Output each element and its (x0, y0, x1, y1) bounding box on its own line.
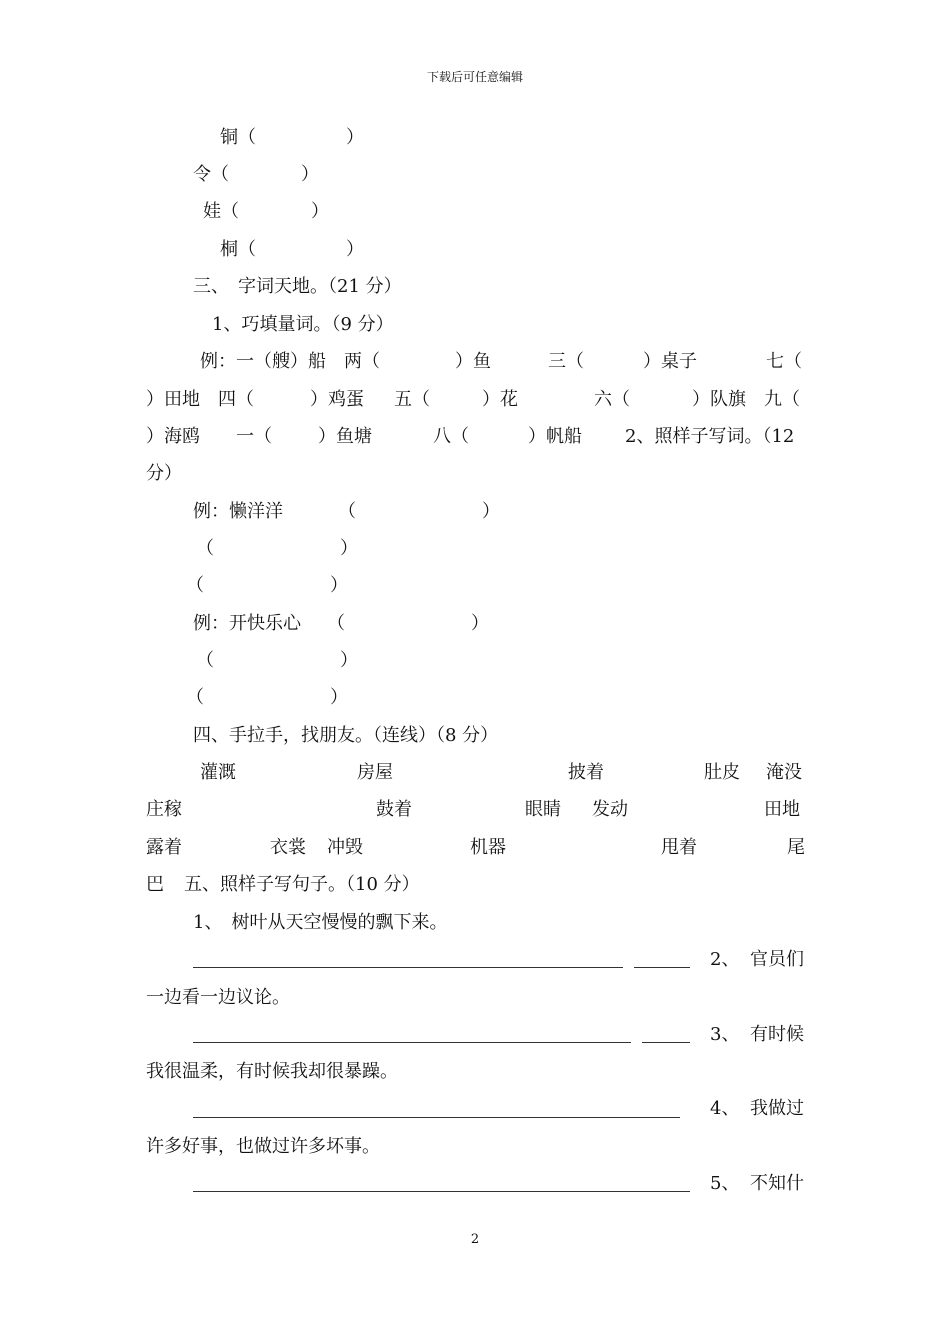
sentence-4-start: 我做过 (750, 1098, 804, 1119)
q1-row1-a: 例：一（艘）船 两（ (200, 351, 380, 372)
match-word: 鼓着 (376, 799, 412, 820)
match-word: 衣裳 (270, 837, 306, 858)
answer-line (193, 1191, 690, 1192)
page-header: 下载后可任意编辑 (426, 70, 523, 84)
match-word: 房屋 (357, 762, 393, 783)
section4-title: 四、手拉手，找朋友。（连线）（8 分） (193, 725, 499, 746)
sentence-5-start: 不知什 (750, 1173, 804, 1194)
q1-row1-e: 七（ (766, 351, 802, 372)
match-word: 庄稼 (146, 799, 182, 820)
q2-title-cont: 分） (146, 463, 182, 484)
match-word: 发动 (592, 799, 628, 820)
q1-row2-e: 六（ (594, 389, 630, 410)
q2-example2: 例：开快乐心 (193, 613, 301, 634)
char-item-wa: 娃（ ） (203, 201, 329, 222)
match-word: 眼睛 (525, 799, 561, 820)
match-word: 披着 (568, 762, 604, 783)
q2-answer-1: （ ） (196, 538, 358, 559)
q2-answer-4: （ ） (186, 687, 348, 708)
q1-row2-f: ）队旗 九（ (692, 389, 800, 410)
q1-row1-b: ）鱼 (455, 351, 491, 372)
answer-line (193, 1042, 631, 1043)
char-item-tong2: 桐（ ） (220, 239, 364, 260)
match-word: 冲毁 (327, 837, 363, 858)
sentence-2-rest: 一边看一边议论。 (146, 987, 290, 1008)
q1-row2-a: ）田地 四（ (146, 389, 254, 410)
section3-title: 三、 字词天地。（21 分） (193, 276, 402, 297)
match-word: 甩着 (661, 837, 697, 858)
q2-title: 2、照样子写词。（12 (625, 426, 795, 447)
answer-line (634, 967, 690, 968)
q2-example1-paren: （ ） (338, 501, 500, 522)
sentence-3-number: 3、 (710, 1024, 740, 1045)
q1-row2-b: ）鸡蛋 (310, 389, 364, 410)
char-item-ling: 令（ ） (193, 164, 319, 185)
q1-row2-c: 五（ (394, 389, 430, 410)
q1-row3-a: ）海鸥 一（ (146, 426, 272, 447)
sentence-1: 1、 树叶从天空慢慢的飘下来。 (193, 912, 448, 933)
q2-answer-2: （ ） (186, 575, 348, 596)
q1-title: 1、巧填量词。（9 分） (212, 314, 394, 335)
q2-example1: 例：懒洋洋 (193, 501, 283, 522)
q2-example2-paren: （ ） (327, 613, 489, 634)
answer-line (642, 1042, 690, 1043)
match-word: 机器 (470, 837, 506, 858)
q1-row3-c: 八（ (433, 426, 469, 447)
match-word: 尾 (787, 837, 805, 858)
sentence-3-rest: 我很温柔，有时候我却很暴躁。 (146, 1061, 398, 1082)
q2-answer-3: （ ） (196, 650, 358, 671)
page-number: 2 (470, 1232, 480, 1247)
answer-line (193, 1117, 680, 1118)
q1-row1-d: ）桌子 (643, 351, 697, 372)
sentence-2-number: 2、 (710, 949, 740, 970)
char-item-tong: 铜（ ） (220, 127, 364, 148)
q1-row1-c: 三（ (548, 351, 584, 372)
q1-row3-d: ）帆船 (528, 426, 582, 447)
answer-line (193, 967, 623, 968)
section5-title: 五、照样子写句子。（10 分） (184, 874, 420, 895)
q1-row3-b: ）鱼塘 (318, 426, 372, 447)
match-word: 淹没 (766, 762, 802, 783)
sentence-2-start: 官员们 (750, 949, 804, 970)
sentence-3-start: 有时候 (750, 1024, 804, 1045)
match-word: 肚皮 (704, 762, 740, 783)
match-word: 露着 (146, 837, 182, 858)
q1-row2-d: ）花 (482, 389, 518, 410)
sentence-4-rest: 许多好事，也做过许多坏事。 (146, 1136, 380, 1157)
match-word: 田地 (764, 799, 800, 820)
match-word: 巴 (146, 874, 164, 895)
sentence-4-number: 4、 (710, 1098, 740, 1119)
sentence-5-number: 5、 (710, 1173, 740, 1194)
match-word: 灌溉 (200, 762, 236, 783)
